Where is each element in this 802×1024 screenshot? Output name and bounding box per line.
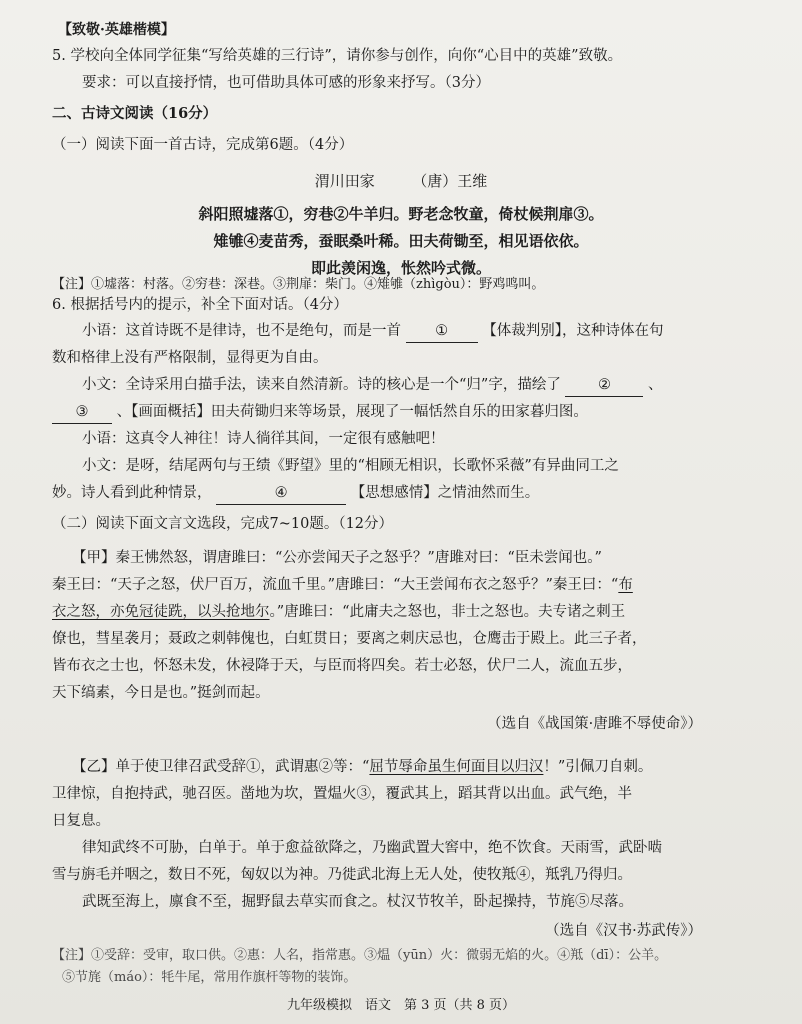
yi-note-line1: 【注】①受辞：受审，取口供。②惠：人名，指常惠。③煴（yūn）火：微弱无焰的火。④羝（dī）：公羊。 [52,948,668,963]
poem-line2: 雉雊④麦苗秀，蚕眠桑叶稀。田夫荷锄至，相见语依依。 [213,232,589,250]
answer-blank-3[interactable]: ③ [52,401,112,424]
jia-line2 [52,574,633,596]
answer-blank-4[interactable]: ④ [216,482,346,505]
q6-dialogue-2b [52,401,588,424]
answer-blank-2[interactable]: ② [565,374,643,397]
yi-line1-text-a: 【乙】单于使卫律召武受辞①，武谓惠②等：“ [72,759,370,775]
jia-line1: 【甲】秦王怫然怒，谓唐雎曰：“公亦尝闻天子之怒乎？”唐雎对曰：“臣未尝闻也。” [72,550,602,566]
q6-p1c: 数和格律上没有严格限制，显得更为自由。 [52,350,328,366]
q6-p2b: 、 [648,377,663,393]
jia-line5: 皆布衣之士也，怀怒未发，休祲降于天，与臣而将四矣。若士必怒，伏尸二人，流血五步， [52,658,632,674]
section2-title: 二、古诗文阅读（16分） [52,105,218,122]
poem-title: 渭川田家 [314,172,375,190]
jia-line6: 天下缟素，今日是也。”挺剑而起。 [52,685,270,701]
part1-title: （一）阅读下面一首古诗，完成第6题。（4分） [52,137,354,153]
q6-p1a: 小语：这首诗既不是律诗，也不是绝句，而是一首 [82,323,401,339]
yi-source: （选自《汉书·苏武传》） [545,923,702,939]
yi-note-line2: ⑤节旄（máo）：牦牛尾，常用作旗杆等物的装饰。 [62,970,357,985]
jia-underline-a: 布 [618,577,633,593]
q6-p2a: 小文：全诗采用白描手法，读来自然清新。诗的核心是一个“归”字，描绘了 [82,377,561,393]
q5-line2: 要求：可以直接抒情，也可借助具体可感的形象来抒写。（3分） [82,75,490,91]
jia-line3-text: 。”唐雎曰：“此庸夫之怒也，非士之怒也。夫专诸之刺王 [269,604,626,620]
yi-line2: 卫律惊，自抱持武，驰召医。凿地为坎，置煴火③，覆武其上，蹈其背以出血。武气绝，半 [52,786,632,802]
q6-p4c: 【思想感情】之情油然而生。 [350,485,540,501]
yi-underline: 屈节辱命虽生何面目以归汉 [369,759,544,775]
answer-blank-1[interactable]: ① [406,320,478,343]
q6-dialogue-4 [52,482,539,505]
q6-p4b: 妙。诗人看到此种情景， [52,485,212,501]
q6-p3: 小语：这真令人神往！诗人徜徉其间，一定很有感触吧！ [82,431,445,447]
jia-underline-b: 衣之怒，亦免冠徒跣，以头抢地尔 [52,604,270,620]
q6-p2c: 、【画面概括】田夫荷锄归来等场景，展现了一幅恬然自乐的田家暮归图。 [116,404,588,420]
page-footer: 九年级模拟 语文 第 3 页（共 8 页） [286,998,516,1013]
poem-heading [0,170,802,193]
yi-line4: 律知武终不可胁，白单于。单于愈益欲降之，乃幽武置大窖中，绝不饮食。天雨雪，武卧啮 [82,840,662,856]
yi-line5: 雪与旃毛并咽之，数日不死，匈奴以为神。乃徙武北海上无人处，使牧羝④，羝乳乃得归。 [52,867,632,883]
header-tag: 【致敬·英雄楷模】 [58,22,175,38]
poem-line1: 斜阳照墟落①，穷巷②牛羊归。野老念牧童，倚杖候荆扉③。 [198,205,604,223]
poem-line3: 即此羡闲逸，怅然吟式微。 [310,259,491,277]
q6-title: 6. 根据括号内的提示，补全下面对话。（4分） [52,297,348,313]
part2-title: （二）阅读下面文言文选段，完成7~10题。（12分） [52,516,394,532]
q6-p4a: 小文：是呀，结尾两句与王绩《野望》里的“相顾无相识，长歌怀采薇”有异曲同工之 [82,458,619,474]
q6-p1b: 【体裁判别】，这种诗体在句 [482,323,664,339]
yi-line1-text-b: ！”引佩刀自刺。 [543,759,653,775]
jia-line3 [52,601,625,623]
q5-line1: 5. 学校向全体同学征集“写给英雄的三行诗”，请你参与创作，向你“心目中的英雄”致敬。 [52,48,623,64]
yi-line3: 日复息。 [52,813,110,829]
yi-line6: 武既至海上，廪食不至，掘野鼠去草实而食之。杖汉节牧羊，卧起操持，节旄⑤尽落。 [82,894,633,910]
yi-line1 [72,756,652,778]
q6-dialogue-1 [82,320,663,343]
jia-line2-text: 秦王曰：“天子之怒，伏尸百万，流血千里。”唐雎曰：“大王尝闻布衣之怒乎？”秦王曰：“ [52,577,619,593]
poem-author: （唐）王维 [412,172,488,190]
jia-line4: 僚也，彗星袭月；聂政之刺韩傀也，白虹贯日；要离之刺庆忌也，仓鹰击于殿上。此三子者， [52,631,647,647]
q6-dialogue-2 [82,374,663,397]
poem-note: 【注】①墟落：村落。②穷巷：深巷。③荆扉：柴门。④雉雊（zhìgòu）：野鸡鸣叫。 [52,277,545,292]
jia-source: （选自《战国策·唐雎不辱使命》） [487,716,702,732]
